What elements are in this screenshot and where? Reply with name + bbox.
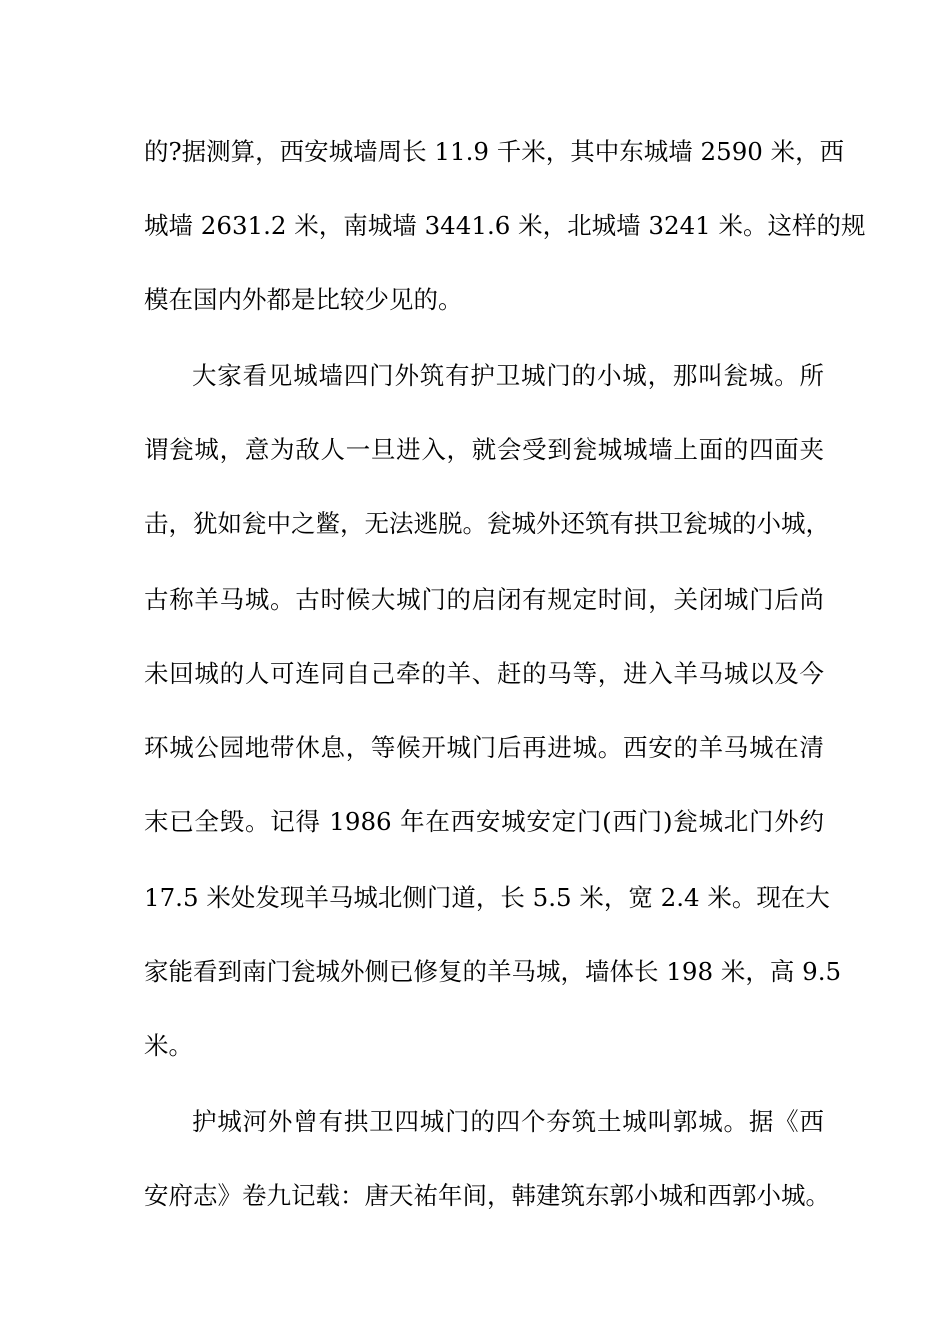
text-line: 城墙 2631.2 米，南城墙 3441.6 米，北城墙 3241 米。这样的规 — [144, 211, 866, 240]
paragraph-first-line: 护城河外曾有拱卫四城门的四个夯筑土城叫郭城。据《西 — [192, 1107, 824, 1136]
text-line: 谓瓮城，意为敌人一旦进入，就会受到瓮城城墙上面的四面夹 — [144, 435, 824, 464]
text-line: 模在国内外都是比较少见的。 — [144, 285, 463, 314]
text-line: 17.5 米处发现羊马城北侧门道，长 5.5 米，宽 2.4 米。现在大 — [144, 883, 830, 912]
text-line: 米。 — [144, 1031, 193, 1060]
text-line: 末已全毁。记得 1986 年在西安城安定门(西门)瓮城北门外约 — [144, 807, 824, 836]
text-line: 家能看到南门瓮城外侧已修复的羊马城，墙体长 198 米，高 9.5 — [144, 957, 842, 986]
text-line: 古称羊马城。古时候大城门的启闭有规定时间，关闭城门后尚 — [144, 585, 824, 614]
text-line: 环城公园地带休息，等候开城门后再进城。西安的羊马城在清 — [144, 733, 824, 762]
text-line: 击，犹如瓮中之鳖，无法逃脱。瓮城外还筑有拱卫瓮城的小城， — [144, 509, 830, 538]
paragraph-first-line: 大家看见城墙四门外筑有护卫城门的小城，那叫瓮城。所 — [192, 361, 824, 390]
text-line: 安府志》卷九记载：唐天祐年间，韩建筑东郭小城和西郭小城。 — [144, 1181, 830, 1210]
text-line: 的?据测算，西安城墙周长 11.9 千米，其中东城墙 2590 米，西 — [144, 137, 845, 166]
text-line: 未回城的人可连同自己牵的羊、赶的马等，进入羊马城以及今 — [144, 659, 824, 688]
